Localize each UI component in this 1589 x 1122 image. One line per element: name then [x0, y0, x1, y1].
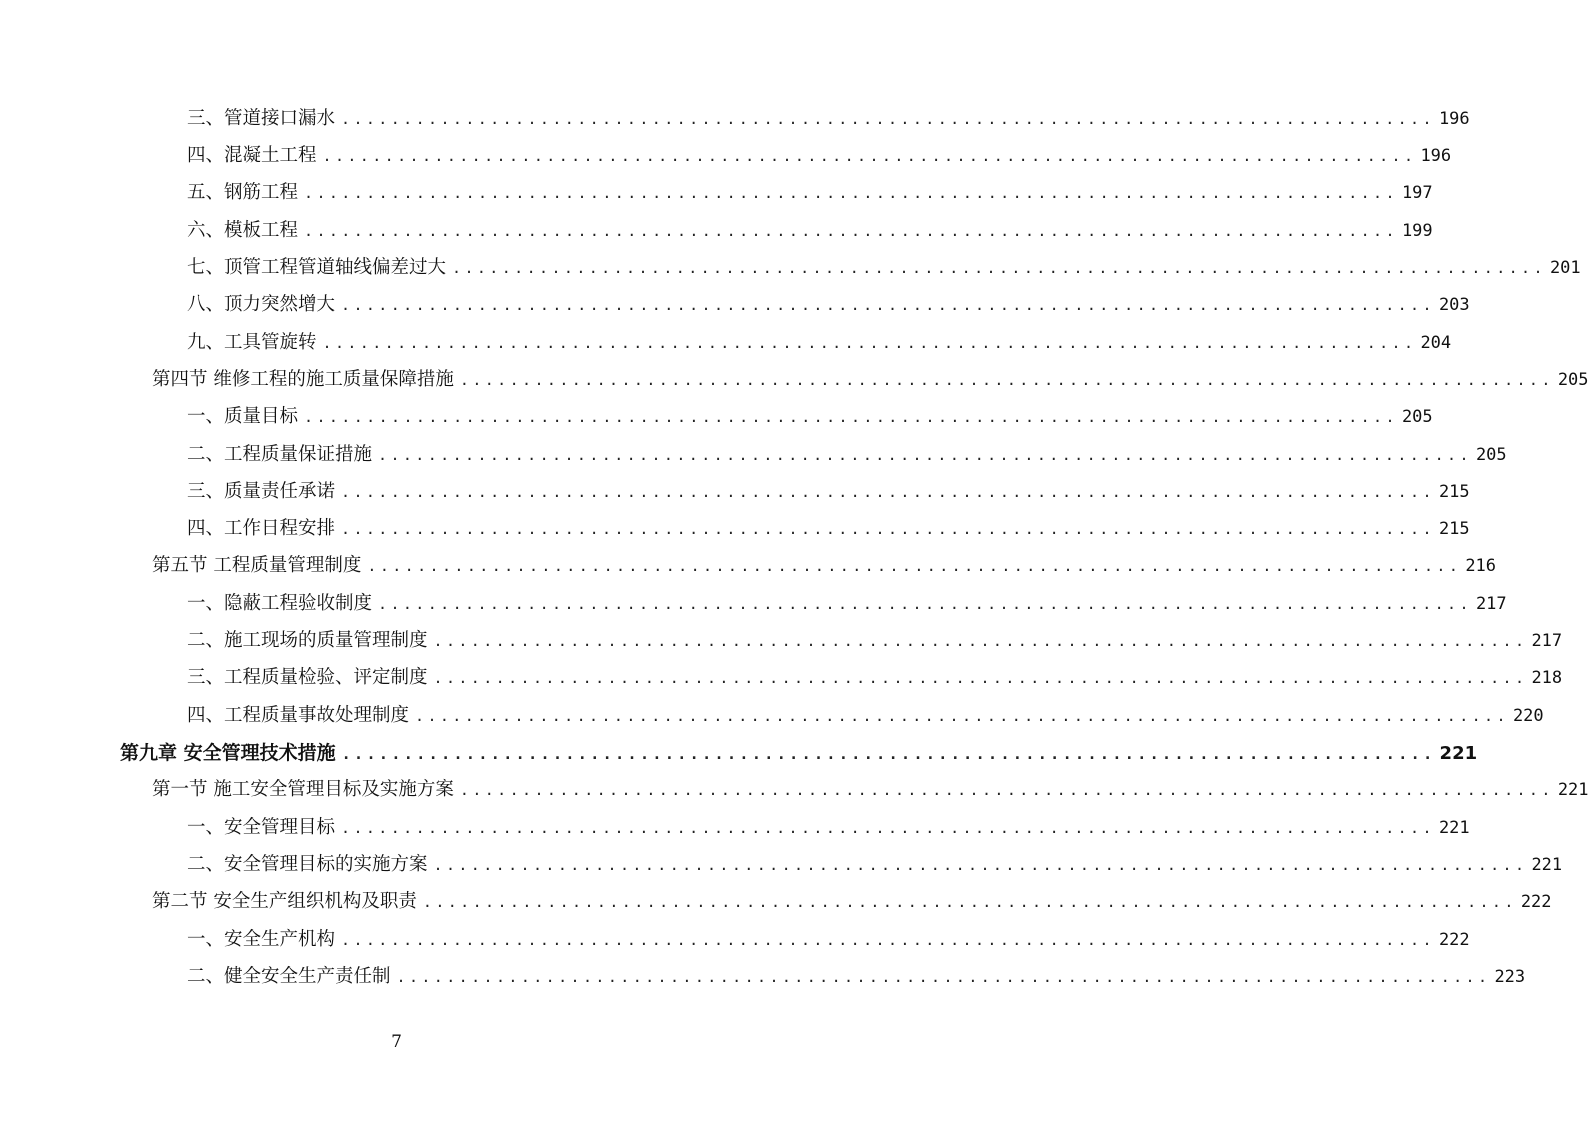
- toc-entry-page: 201: [1549, 258, 1581, 278]
- dot-leader: ........................................................................................: [341, 931, 1435, 949]
- toc-entry-page: 222: [1520, 892, 1552, 912]
- toc-entry-page: 221: [1438, 818, 1470, 838]
- toc-entry-title: 六、模板工程: [187, 220, 299, 241]
- toc-entry-page: 222: [1438, 930, 1470, 950]
- toc-entry-title: 一、质量目标: [187, 406, 299, 427]
- toc-entry-page: 205: [1557, 370, 1589, 390]
- toc-entry-page: 223: [1494, 967, 1526, 987]
- toc-entry[interactable]: [187, 477, 1470, 507]
- toc-entry[interactable]: [187, 253, 1581, 283]
- toc-entry-title: 二、工程质量保证措施: [187, 444, 373, 465]
- toc-entry-title: 四、工程质量事故处理制度: [187, 705, 410, 726]
- toc-entry[interactable]: [187, 626, 1563, 656]
- toc-entry-page: 221: [1439, 743, 1478, 764]
- dot-leader: ........................................................................................: [459, 781, 1554, 799]
- toc-entry-page: 217: [1531, 631, 1563, 651]
- toc-entry[interactable]: [187, 813, 1470, 843]
- dot-leader: ........................................................................................: [422, 893, 1517, 911]
- toc-entry[interactable]: [187, 663, 1563, 693]
- toc-entry-title: 五、钢筋工程: [187, 182, 299, 203]
- toc-entry[interactable]: [187, 216, 1433, 246]
- dot-leader: ........................................................................................: [341, 819, 1435, 837]
- toc-entry-title: 三、质量责任承诺: [187, 481, 336, 502]
- toc-entry-title: 二、施工现场的质量管理制度: [187, 630, 428, 651]
- dot-leader: ........................................................................................: [322, 147, 1417, 165]
- toc-entry-title: 二、安全管理目标的实施方案: [187, 854, 428, 875]
- dot-leader: ........................................................................................: [378, 446, 1472, 464]
- toc-entry[interactable]: [187, 290, 1470, 320]
- toc-entry[interactable]: [187, 328, 1452, 358]
- toc-entry-page: 221: [1557, 780, 1589, 800]
- toc-entry-title: 三、工程质量检验、评定制度: [187, 667, 428, 688]
- toc-entry[interactable]: [187, 178, 1433, 208]
- toc-entry-page: 216: [1465, 556, 1497, 576]
- toc-entry-title: 一、安全生产机构: [187, 929, 336, 950]
- toc-entry-title: 第四节 维修工程的施工质量保障措施: [152, 369, 454, 390]
- toc-entry[interactable]: [187, 589, 1507, 619]
- page-number: 7: [391, 1032, 402, 1052]
- dot-leader: ........................................................................................: [322, 334, 1417, 352]
- dot-leader: ........................................................................................: [378, 595, 1472, 613]
- toc-entry-page: 196: [1438, 109, 1470, 129]
- toc-entry-title: 八、顶力突然增大: [187, 294, 336, 315]
- dot-leader: ........................................................................................: [367, 557, 1462, 575]
- toc-entry-section[interactable]: [152, 887, 1552, 917]
- toc-entry[interactable]: [187, 962, 1526, 992]
- toc-entry[interactable]: [187, 701, 1544, 731]
- toc-entry-title: 第五节 工程质量管理制度: [152, 555, 362, 576]
- dot-leader: ........................................................................................: [396, 968, 1491, 986]
- toc-entry-section[interactable]: [152, 551, 1497, 581]
- toc-entry-page: 203: [1438, 295, 1470, 315]
- toc-entry-section[interactable]: [152, 775, 1589, 805]
- dot-leader: ........................................................................................: [341, 483, 1435, 501]
- dot-leader: ........................................................................................: [415, 707, 1509, 725]
- toc-entry-chapter[interactable]: [120, 738, 1478, 768]
- dot-leader: ........................................................................................: [341, 520, 1435, 538]
- toc-entry[interactable]: [187, 850, 1563, 880]
- toc-entry-title: 第九章 安全管理技术措施: [120, 742, 336, 764]
- toc-entry-title: 九、工具管旋转: [187, 332, 317, 353]
- toc-entry-page: 199: [1401, 221, 1433, 241]
- toc-entry-page: 205: [1475, 445, 1507, 465]
- toc-entry-title: 第一节 施工安全管理目标及实施方案: [152, 779, 454, 800]
- toc-entry[interactable]: [187, 514, 1470, 544]
- dot-leader: ........................................................................................: [341, 110, 1435, 128]
- toc-entry-title: 七、顶管工程管道轴线偏差过大: [187, 257, 447, 278]
- dot-leader: ........................................................................................: [304, 184, 1398, 202]
- dot-leader: ........................................................................................: [433, 669, 1528, 687]
- toc-entry[interactable]: [187, 104, 1470, 134]
- toc-entry-page: 197: [1401, 183, 1433, 203]
- toc-entry[interactable]: [187, 141, 1452, 171]
- dot-leader: ........................................................................................: [304, 222, 1398, 240]
- dot-leader: ........................................................................................: [433, 856, 1528, 874]
- dot-leader: ........................................................................................: [459, 371, 1554, 389]
- toc-entry-page: 218: [1531, 668, 1563, 688]
- toc-entry-page: 221: [1531, 855, 1563, 875]
- toc-entry-page: 217: [1475, 594, 1507, 614]
- toc-entry-title: 一、安全管理目标: [187, 817, 336, 838]
- toc-entry-section[interactable]: [152, 365, 1589, 395]
- toc-entry-title: 四、工作日程安排: [187, 518, 336, 539]
- dot-leader: ........................................................................................: [341, 296, 1435, 314]
- toc-entry-title: 四、混凝土工程: [187, 145, 317, 166]
- toc-entry-page: 196: [1420, 146, 1452, 166]
- toc-entry-page: 220: [1512, 706, 1544, 726]
- toc-entry-page: 205: [1401, 407, 1433, 427]
- toc-entry-title: 第二节 安全生产组织机构及职责: [152, 891, 417, 912]
- dot-leader: ........................................................................................: [452, 259, 1546, 277]
- toc-entry-title: 三、管道接口漏水: [187, 108, 336, 129]
- dot-leader: ........................................................................................: [341, 745, 1436, 763]
- toc-entry[interactable]: [187, 440, 1507, 470]
- toc-entry-page: 215: [1438, 519, 1470, 539]
- dot-leader: ........................................................................................: [433, 632, 1528, 650]
- toc-entry-page: 204: [1420, 333, 1452, 353]
- toc-entry[interactable]: [187, 925, 1470, 955]
- toc-entry[interactable]: [187, 402, 1433, 432]
- toc-entry-title: 二、健全安全生产责任制: [187, 966, 391, 987]
- dot-leader: ........................................................................................: [304, 408, 1398, 426]
- toc-entry-page: 215: [1438, 482, 1470, 502]
- toc-entry-title: 一、隐蔽工程验收制度: [187, 593, 373, 614]
